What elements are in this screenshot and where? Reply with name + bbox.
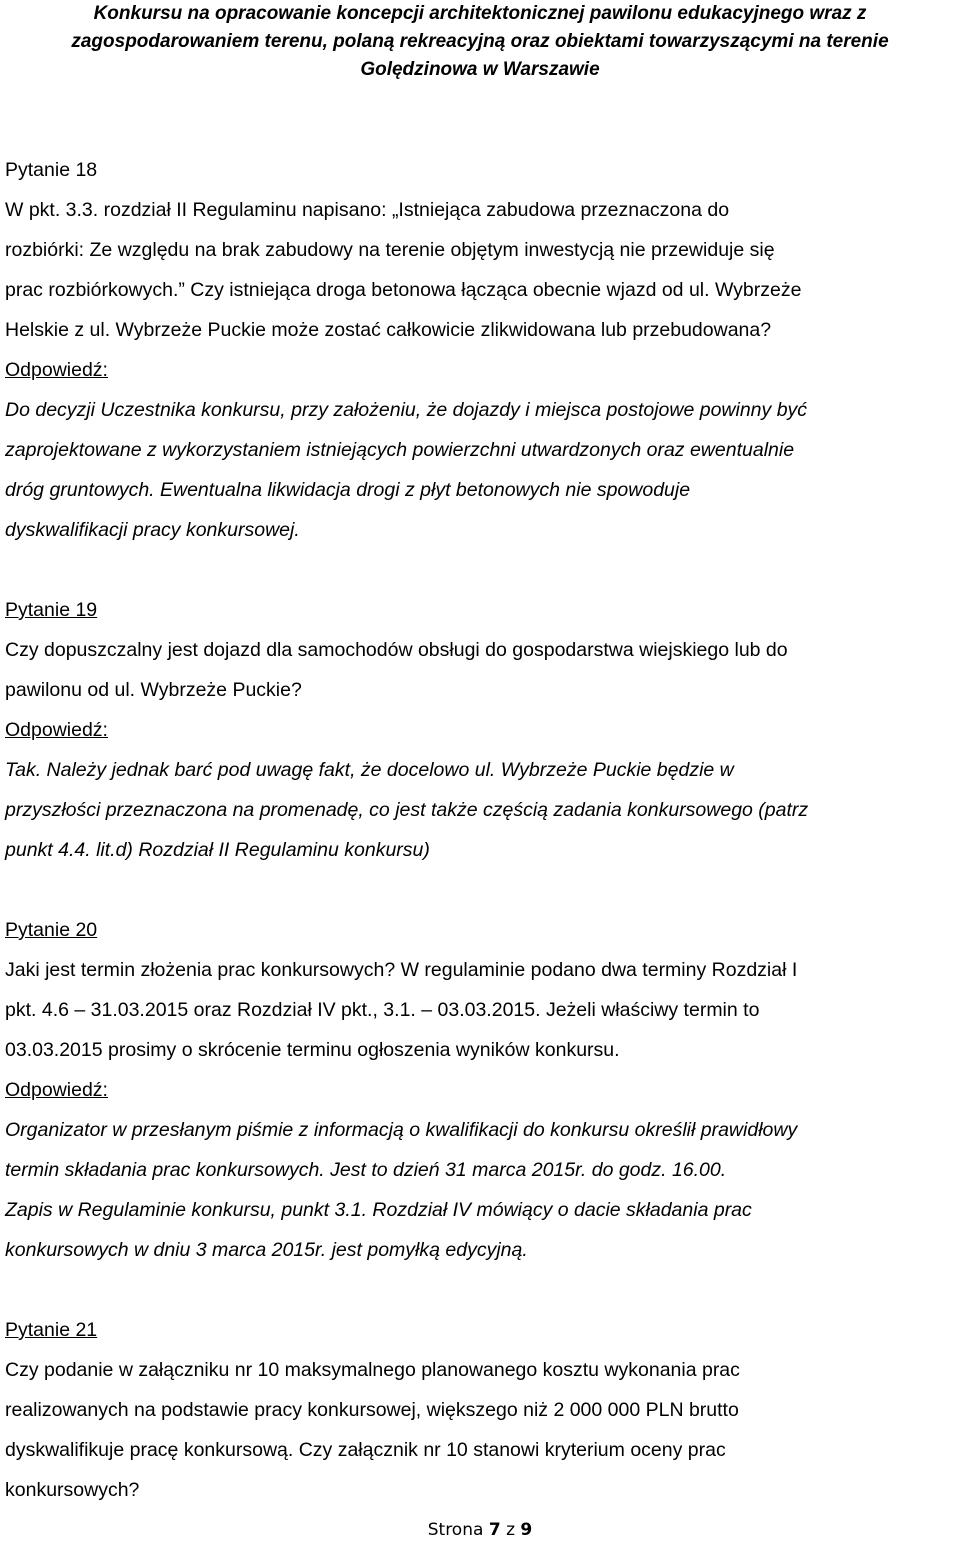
question-20 [5, 910, 960, 1270]
question-line: dyskwalifikuje pracę konkursową. Czy załącznik nr 10 stanowi kryterium oceny prac [5, 1439, 726, 1461]
answer-line: punkt 4.4. lit.d) Rozdział II Regulaminu konkursu) [5, 839, 430, 861]
header-line-2: zagospodarowaniem terenu, polaną rekreacyjną oraz obiektami towarzyszącymi na terenie [71, 31, 889, 52]
question-line: Jaki jest termin złożenia prac konkursowych? W regulaminie podano dwa terminy Rozdział I [5, 959, 798, 981]
question-line: Czy podanie w załączniku nr 10 maksymalnego planowanego kosztu wykonania prac [5, 1359, 740, 1381]
answer-line: zaprojektowane z wykorzystaniem istniejących powierzchni utwardzonych oraz ewentualnie [5, 439, 795, 461]
answer-line: Zapis w Regulaminie konkursu, punkt 3.1. Rozdział IV mówiący o dacie składania prac [5, 1199, 752, 1221]
question-18 [5, 150, 960, 550]
question-line: pawilonu od ul. Wybrzeże Puckie? [5, 679, 302, 701]
question-line: konkursowych? [5, 1479, 140, 1501]
document-header [0, 0, 960, 84]
question-line: Czy dopuszczalny jest dojazd dla samochodów obsługi do gospodarstwa wiejskiego lub do [5, 639, 788, 661]
answer-line: Tak. Należy jednak barć pod uwagę fakt, że docelowo ul. Wybrzeże Puckie będzie w [5, 759, 734, 781]
footer-of: z [506, 1520, 515, 1540]
question-line: 03.03.2015 prosimy o skrócenie terminu ogłoszenia wyników konkursu. [5, 1039, 620, 1061]
answer-label: Odpowiedź: [5, 1079, 108, 1101]
question-heading: Pytanie 18 [5, 159, 98, 181]
answer-line: przyszłości przeznaczona na promenadę, co jest także częścią zadania konkursowego (patrz [5, 799, 809, 821]
question-heading: Pytanie 19 [5, 599, 98, 621]
question-heading: Pytanie 21 [5, 1319, 98, 1341]
answer-label: Odpowiedź: [5, 719, 108, 741]
header-line-3: Golędzinowa w Warszawie [360, 59, 600, 80]
answer-line: Do decyzji Uczestnika konkursu, przy założeniu, że dojazdy i miejsca postojowe powinny być [5, 399, 808, 421]
spacer [5, 550, 960, 590]
spacer [5, 1270, 960, 1310]
answer-line: dyskwalifikacji pracy konkursowej. [5, 519, 300, 541]
question-line: prac rozbiórkowych.” Czy istniejąca droga betonowa łącząca obecnie wjazd od ul. Wybrzeże [5, 279, 802, 301]
question-line: realizowanych na podstawie pracy konkursowej, większego niż 2 000 000 PLN brutto [5, 1399, 739, 1421]
document-body [5, 150, 960, 1510]
answer-line: konkursowych w dniu 3 marca 2015r. jest pomyłką edycyjną. [5, 1239, 528, 1261]
answer-line: termin składania prac konkursowych. Jest to dzień 31 marca 2015r. do godz. 16.00. [5, 1159, 727, 1181]
answer-line: dróg gruntowych. Ewentualna likwidacja drogi z płyt betonowych nie spowoduje [5, 479, 691, 501]
question-21 [5, 1310, 960, 1510]
question-line: W pkt. 3.3. rozdział II Regulaminu napisano: „Istniejąca zabudowa przeznaczona do [5, 199, 730, 221]
header-line-1: Konkursu na opracowanie koncepcji architektonicznej pawilonu edukacyjnego wraz z [93, 3, 867, 24]
footer-page-total: 9 [520, 1520, 533, 1540]
question-line: Helskie z ul. Wybrzeże Puckie może zostać całkowicie zlikwidowana lub przebudowana? [5, 319, 772, 341]
question-19 [5, 590, 960, 870]
footer-label: Strona [427, 1520, 484, 1540]
question-heading: Pytanie 20 [5, 919, 98, 941]
answer-label: Odpowiedź: [5, 359, 108, 381]
answer-line: Organizator w przesłanym piśmie z informacją o kwalifikacji do konkursu określił prawidłowy [5, 1119, 798, 1141]
spacer [5, 870, 960, 910]
page-footer [0, 1518, 960, 1542]
footer-page-number: 7 [488, 1520, 501, 1540]
question-line: rozbiórki: Ze względu na brak zabudowy na terenie objętym inwestycją nie przewiduje się [5, 239, 775, 261]
question-line: pkt. 4.6 – 31.03.2015 oraz Rozdział IV pkt., 3.1. – 03.03.2015. Jeżeli właściwy termin to [5, 999, 760, 1021]
